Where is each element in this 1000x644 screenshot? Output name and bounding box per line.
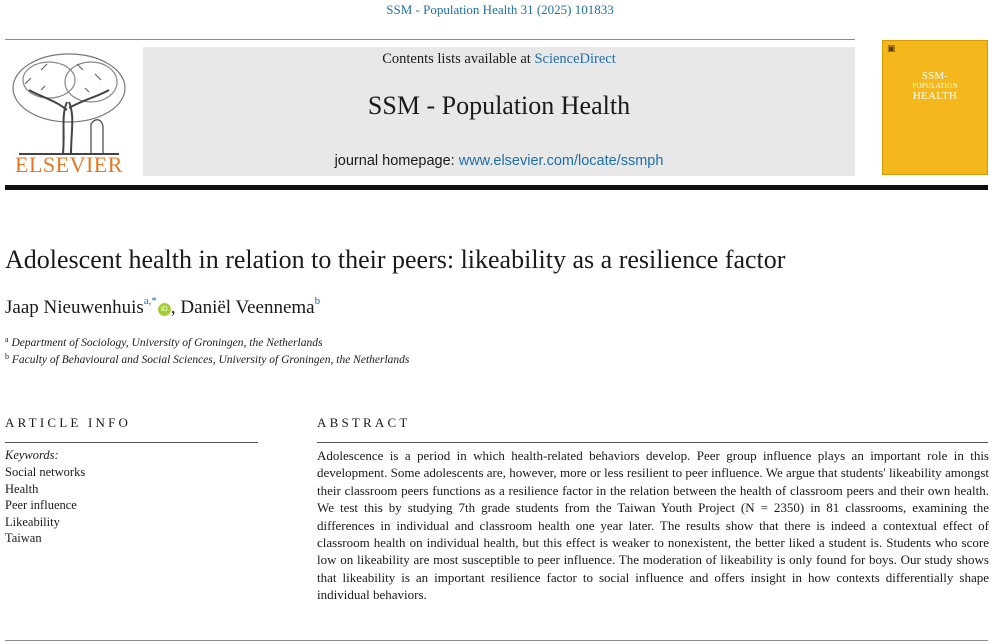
affiliation-b	[5, 352, 409, 366]
keyword-item: Health	[5, 481, 39, 496]
orcid-icon[interactable]: iD	[158, 303, 171, 316]
article-info-rule	[5, 442, 258, 443]
affiliation-mark: b	[5, 352, 9, 361]
sciencedirect-link[interactable]: ScienceDirect	[534, 51, 616, 67]
author-separator: ,	[170, 297, 181, 318]
affiliation-mark: a	[5, 335, 9, 344]
abstract-rule	[317, 442, 988, 443]
header-bottom-rule	[5, 185, 988, 190]
abstract-text: Adolescence is a period in which health-related behaviors develop. Peer group influence plays an important role in this development. Some adolescents are, however, more or less resilient to peer influence. We argue that students' likeability amongst their classroom peers functions as a resilience factor in the relation between the health of classroom peers and their own health. We test this by studying 7th grade students from the Taiwan Youth Project (N = 2350) in 81 classrooms, examining the differences in individual and classroom health one year later. The results show that there is indeed a contextual effect of classroom health on individual health, but this effect is weaker to nonexistent, the better liked a student is. Students who score low on likeability are most susceptible to peer influence. The moderation of likeability is only found for boys. Our study shows that likeability is an important resilience factor to social influence and offers insight in how contexts differentially shape individual behaviors.	[317, 448, 989, 603]
abstract-heading: ABSTRACT	[317, 415, 411, 430]
cover-publisher-icon: ▣	[887, 43, 896, 53]
cover-title	[883, 71, 987, 101]
keyword-item: Taiwan	[5, 531, 42, 545]
affiliation-text: Department of Sociology, University of Groningen, the Netherlands	[11, 337, 323, 349]
contents-line	[143, 51, 855, 68]
author-name[interactable]: Jaap Nieuwenhuis	[5, 297, 144, 318]
affiliation-a	[5, 335, 322, 349]
author-affiliation-mark[interactable]: b	[314, 295, 321, 307]
article-info-heading: ARTICLE INFO	[5, 415, 132, 430]
journal-citation-link[interactable]: SSM - Population Health 31 (2025) 101833	[386, 2, 614, 17]
keyword-item: Social networks	[5, 465, 86, 479]
journal-title: SSM - Population Health	[367, 91, 631, 120]
homepage-prefix: journal homepage:	[334, 153, 459, 169]
journal-homepage-link[interactable]: www.elsevier.com/locate/ssmph	[458, 153, 664, 169]
footer-rule	[5, 640, 988, 641]
affiliation-text: Faculty of Behavioural and Social Sciences, University of Groningen, the Netherlands	[11, 354, 410, 366]
header-top-rule	[5, 39, 855, 40]
homepage-line	[143, 153, 855, 169]
keyword-item: Likeability	[5, 514, 60, 529]
contents-prefix: Contents lists available at	[382, 51, 535, 67]
elsevier-logo[interactable]	[5, 50, 133, 180]
author-affiliation-mark[interactable]: a,*	[143, 295, 157, 307]
elsevier-tree-icon	[5, 50, 133, 158]
journal-banner	[143, 47, 855, 176]
cover-line-1: SSM-	[921, 70, 949, 82]
keyword-list	[5, 464, 85, 547]
keyword-item: Peer influence	[5, 498, 77, 512]
keywords-label: Keywords:	[5, 448, 59, 462]
paper-title: Adolescent health in relation to their peers: likeability as a resilience factor	[5, 245, 786, 274]
cover-line-2: POPULATION	[912, 82, 958, 90]
author-list	[5, 295, 320, 319]
journal-cover-thumbnail[interactable]	[882, 40, 988, 175]
elsevier-wordmark: ELSEVIER	[15, 152, 123, 177]
author-name[interactable]: Daniël Veennema	[180, 297, 315, 318]
cover-line-3: HEALTH	[912, 90, 958, 102]
